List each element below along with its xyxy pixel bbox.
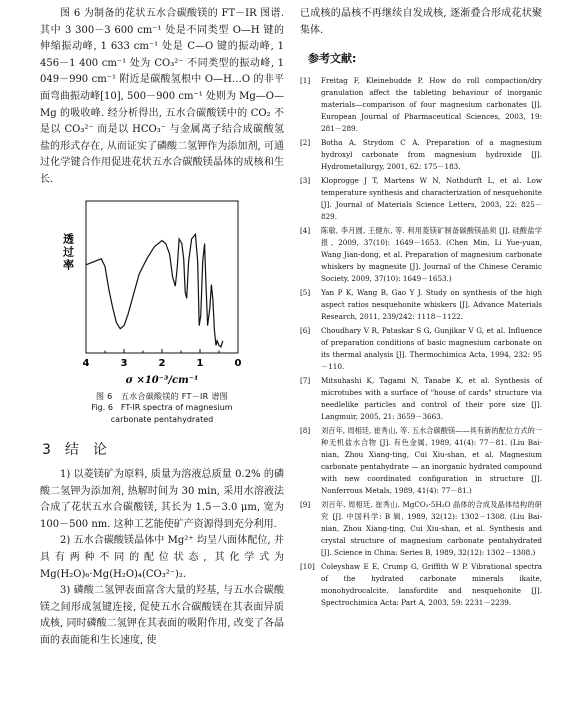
- reference-item: [300, 287, 542, 323]
- y-axis-label: 透过率: [61, 232, 75, 272]
- reference-number: [1]: [300, 76, 311, 86]
- x-tick-label: 0: [234, 357, 242, 369]
- intro-text: [40, 6, 284, 189]
- reference-text: 刘百年, 周相廷, 崔秀山. MgCO₃·5H₂O 晶体的合成及晶体结构的研究 [J]. 中国科学: B 辑, 1989, 32(12): 1302－1308. (Liu Bai-nian, Zhou Xiang-ting, Cui Xiu-shan, et al. Synthesis and crystal structure of magnesium carbonate pentahydrated [J]. Science in China: Series B, 1989, 32(12): 1302－1308.): [321, 500, 542, 558]
- reference-text: Freitag F, Kleinebudde P. How do roll compaction/dry granulation affect the tableting behaviour of inorganic materials—comparison of four magnesium carbonates [J]. European Journal of Pharmaceutical Sciences, 2003, 19: 281－289.: [321, 76, 542, 134]
- reference-item: [300, 325, 542, 373]
- caption-cn: 图 6 五水合碳酸镁的 FT－IR 谱图: [96, 391, 228, 401]
- reference-text: Mitsuhashi K, Tagami N, Tanabe K, et al. Synthesis of microtubes with a surface of "house of cards" structure via needlelike particles and control of their pore size [J]. Langmuir, 2005, 21: 3659－3663.: [321, 376, 542, 422]
- reference-text: Yan P K, Wang B, Gao Y J. Study on synthesis of the high aspect ratios nesquehonite whiskers [J]. Advance Materials Research, 2011, 239/242: 1118－1122.: [321, 288, 542, 322]
- x-tick-label: 3: [120, 357, 128, 369]
- reference-number: [4]: [300, 226, 311, 236]
- section-heading: 3 结 论: [42, 442, 107, 459]
- caption-en-2: carbonate pentahydrated: [110, 414, 214, 424]
- reference-item: [300, 375, 542, 423]
- conclusion-3: 3) 磷酸二氢钾表面富含大量的羟基, 与五水合碳酸镁之间形成氢键连接, 促使五水合碳酸镁在其表面异质成核, 同时磷酸二氢钾在其表面的吸附作用, 改变了各晶面的表面能和生长速度, 使: [40, 585, 284, 646]
- reference-item: [300, 499, 542, 559]
- ftir-chart: [40, 193, 284, 389]
- reference-number: [6]: [300, 326, 311, 336]
- reference-number: [3]: [300, 176, 311, 186]
- left-column: [40, 6, 284, 650]
- reference-number: [2]: [300, 138, 311, 148]
- reference-list: [300, 75, 542, 609]
- caption-en-1: Fig. 6 FT-IR spectra of magnesium: [91, 403, 233, 413]
- intro-paragraph: 图 6 为制备的花状五水合碳酸镁的 FT－IR 图谱. 其中 3 300－3 600 cm⁻¹ 处是不同类型 O—H 键的伸缩振动峰, 1 633 cm⁻¹ 处是 C—O 键的振动峰, 1 456－1 400 cm⁻¹ 处为 CO₃²⁻ 不同类型的振动峰, 1 049－990 cm⁻¹ 附近是碳酸氢根中 O—H…O 的非平面弯曲振动峰[10], 500－900 cm⁻¹ 处则为 Mg—O—Mg 的吸收峰. 经分析得出, 五水合碳酸镁中的 CO₂ 不是以 CO₃²⁻ 而是以 HCO₃⁻ 与金属离子结合成碳酸氢盐的形式存在, 从而证实了磷酸二氢钾作为添加剂, 可通过化学键合作用促进花状五水合碳酸镁晶体的成核和生长.: [40, 8, 284, 185]
- figure-caption: [40, 391, 284, 426]
- reference-item: [300, 137, 542, 173]
- ftir-spectrum-line: [86, 234, 223, 347]
- reference-text: Botha A, Strydom C A. Preparation of a magnesium hydroxyl carbonate from magnesium hydroxide [J]. Hydrometallurgy, 2001, 62: 175－183.: [321, 138, 542, 172]
- reference-number: [5]: [300, 288, 311, 298]
- reference-item: [300, 425, 542, 497]
- x-axis-label: σ ×10⁻³/cm⁻¹: [125, 374, 199, 386]
- continuation-paragraph: 已成核的晶核不再继续自发成核, 逐渐叠合形成花状聚集体.: [300, 8, 542, 36]
- x-tick-label: 1: [196, 357, 204, 369]
- reference-item: [300, 75, 542, 135]
- reference-text: Coleyshaw E E, Crump G, Griffith W P. Vibrational spectra of the hydrated carbonate minerals ikaite, monohydrocalcite, lansfordite and nesquehonite [J]. Spectrochimica Acta: Part A, 2003, 59: 2231－2239.: [321, 562, 542, 608]
- continuation-text: [300, 6, 542, 39]
- conclusions: [40, 467, 284, 650]
- x-ticks: [83, 349, 242, 369]
- reference-item: [300, 175, 542, 223]
- right-column: [300, 6, 542, 611]
- conclusion-1: 1) 以菱镁矿为原料, 质量为溶液总质量 0.2% 的磷酸二氢钾为添加剂, 热解时间为 30 min, 采用水溶液法合成了花状五水合碳酸镁, 其长为 1.5－3.0 μm, 宽为 100－500 nm. 这种工艺能使矿产资源得到充分利用.: [40, 469, 284, 530]
- conclusion-2: 2) 五水合碳酸镁晶体中 Mg²⁺ 均呈八面体配位, 并具有两种不同的配位状态, 其化学式为 Mg(H₂O)₆·Mg(H₂O)₄(CO₃²⁻)₂.: [40, 535, 284, 580]
- reference-item: [300, 225, 542, 285]
- reference-number: [8]: [300, 426, 311, 436]
- reference-text: 陈敏, 李月圆, 王健东, 等. 利用菱镁矿制备碳酸镁晶须 [J]. 硅酸盐学报, 2009, 37(10): 1649－1653. (Chen Min, Li Yue-yuan, Wang Jian-dong, et al. Preparation of magnesium carbonate whiskers by magnesite [J]. Journal of the Chinese Ceramic Society, 2009, 37(10): 1649－1653.): [321, 226, 542, 284]
- reference-text: Choudhary V R, Pataskar S G, Gunjikar V G, et al. Influence of preparation conditions of basic magnesium carbonate on its thermal analysis [J]. Thermochimica Acta, 1994, 232: 95－110.: [321, 326, 542, 372]
- reference-item: [300, 561, 542, 609]
- reference-number: [9]: [300, 500, 311, 510]
- figure-6: [40, 193, 284, 389]
- reference-text: Kloprogge J T, Martens W N, Nothdurft L, et al. Low temperature synthesis and characterization of nesquehonite [J]. Journal of Materials Science Letters, 2003, 22: 825－829.: [321, 176, 542, 222]
- references-heading: 参考文献:: [308, 52, 357, 66]
- reference-number: [10]: [300, 562, 315, 572]
- reference-text: 刘百年, 周相廷, 崔秀山, 等. 五水合碳酸镁——具有新的配位方式的一种无机盐水合物 [J]. 有色金属, 1989, 41(4): 77－81. (Liu Bai-nian, Zhou Xiang-ting, Cui Xiu-shan, et al. Magnesium carbonate pentahydrate — an inorganic hydrated compound with new coordinated configuration in structure [J]. Nonferrous Metals, 1989, 41(4): 77－81.): [321, 426, 542, 496]
- x-tick-label: 4: [82, 357, 90, 369]
- reference-number: [7]: [300, 376, 311, 386]
- plot-frame: [86, 201, 238, 353]
- x-tick-label: 2: [158, 357, 166, 369]
